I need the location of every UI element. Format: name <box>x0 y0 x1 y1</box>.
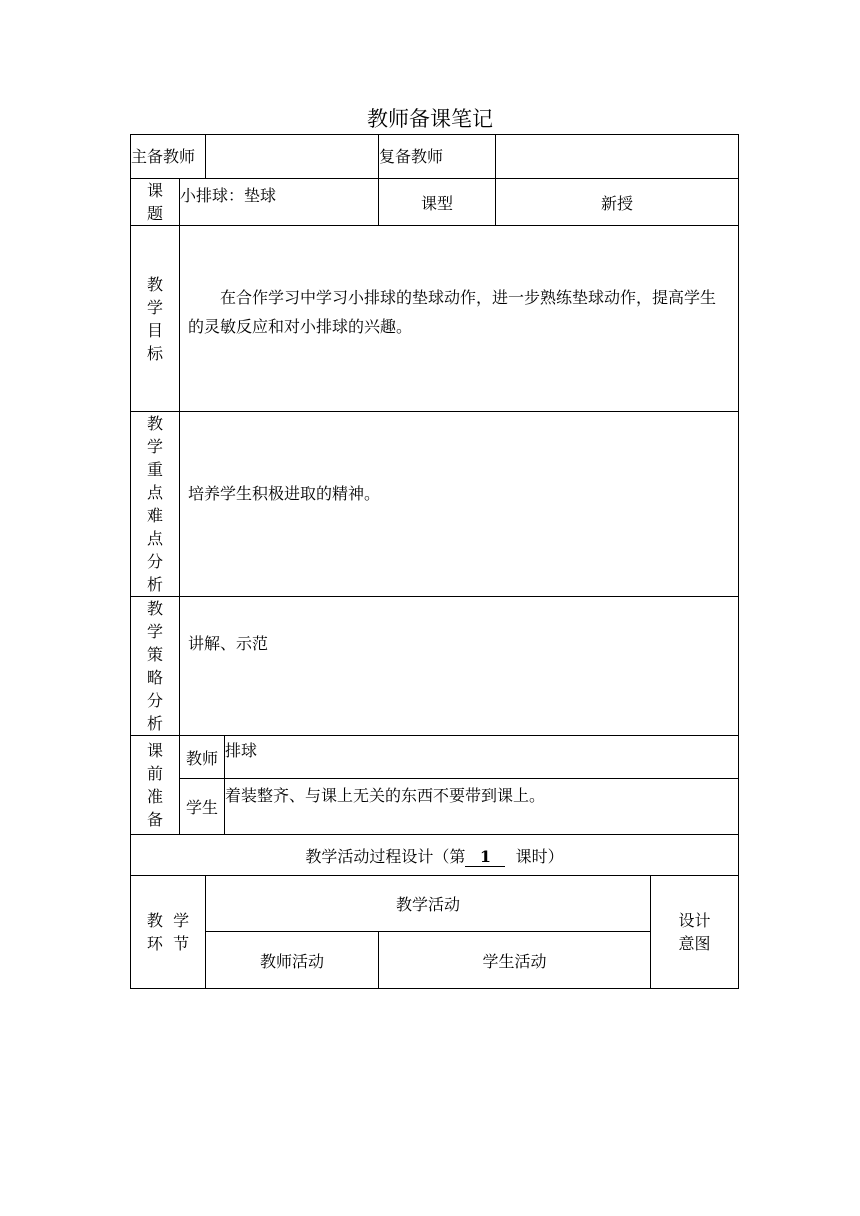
goals-text: 在合作学习中学习小排球的垫球动作，进一步熟练垫球动作，提高学生的灵敏反应和对小排球的兴趣。 <box>188 287 717 336</box>
activities-label: 教学活动 <box>206 876 651 932</box>
process-title-suffix: 课时） <box>515 846 564 866</box>
process-title-row <box>131 835 739 876</box>
topic-value: 小排球：垫球 <box>180 179 379 226</box>
prep-teacher-value: 排球 <box>225 736 739 779</box>
review-teacher-label: 复备教师 <box>379 135 496 179</box>
main-teacher-label: 主备教师 <box>131 135 206 179</box>
strategy-content <box>180 597 739 736</box>
prep-teacher-row <box>131 736 739 779</box>
lesson-number[interactable]: 1 <box>465 848 505 867</box>
type-label: 课型 <box>379 179 496 226</box>
teacher-activity-label: 教师活动 <box>206 932 379 989</box>
review-teacher-value[interactable] <box>496 135 739 179</box>
process-title-prefix: 教学活动过程设计（第 <box>305 846 466 866</box>
topic-row <box>131 179 739 226</box>
teacher-row <box>131 135 739 179</box>
strategy-text: 讲解、示范 <box>188 634 269 653</box>
activities-subheader-row <box>131 932 739 989</box>
design-intent-label: 设计 意图 <box>651 876 739 989</box>
key-points-text: 培养学生积极进取的精神。 <box>188 484 381 503</box>
student-activity-label: 学生活动 <box>379 932 651 989</box>
key-points-row <box>131 412 739 597</box>
strategy-row <box>131 597 739 736</box>
prep-student-row <box>131 779 739 835</box>
goals-row <box>131 226 739 412</box>
lesson-plan-table <box>130 134 739 989</box>
goals-content <box>180 226 739 412</box>
prep-student-value: 着装整齐、与课上无关的东西不要带到课上。 <box>225 779 739 835</box>
key-points-label: 教 学 重 点 难 点 分 析 <box>131 412 180 597</box>
process-title <box>131 835 739 876</box>
goals-label: 教 学 目 标 <box>131 226 180 412</box>
page-title: 教师备课笔记 <box>367 107 493 131</box>
stage-label: 教 学 环 节 <box>131 876 206 989</box>
strategy-label: 教 学 策 略 分 析 <box>131 597 180 736</box>
prep-student-label: 学生 <box>180 779 225 835</box>
key-points-content <box>180 412 739 597</box>
main-teacher-value[interactable] <box>206 135 379 179</box>
type-value: 新授 <box>496 179 739 226</box>
prep-label: 课 前 准 备 <box>131 736 180 835</box>
topic-label: 课 题 <box>131 179 180 226</box>
activities-header-row <box>131 876 739 932</box>
prep-teacher-label: 教师 <box>180 736 225 779</box>
